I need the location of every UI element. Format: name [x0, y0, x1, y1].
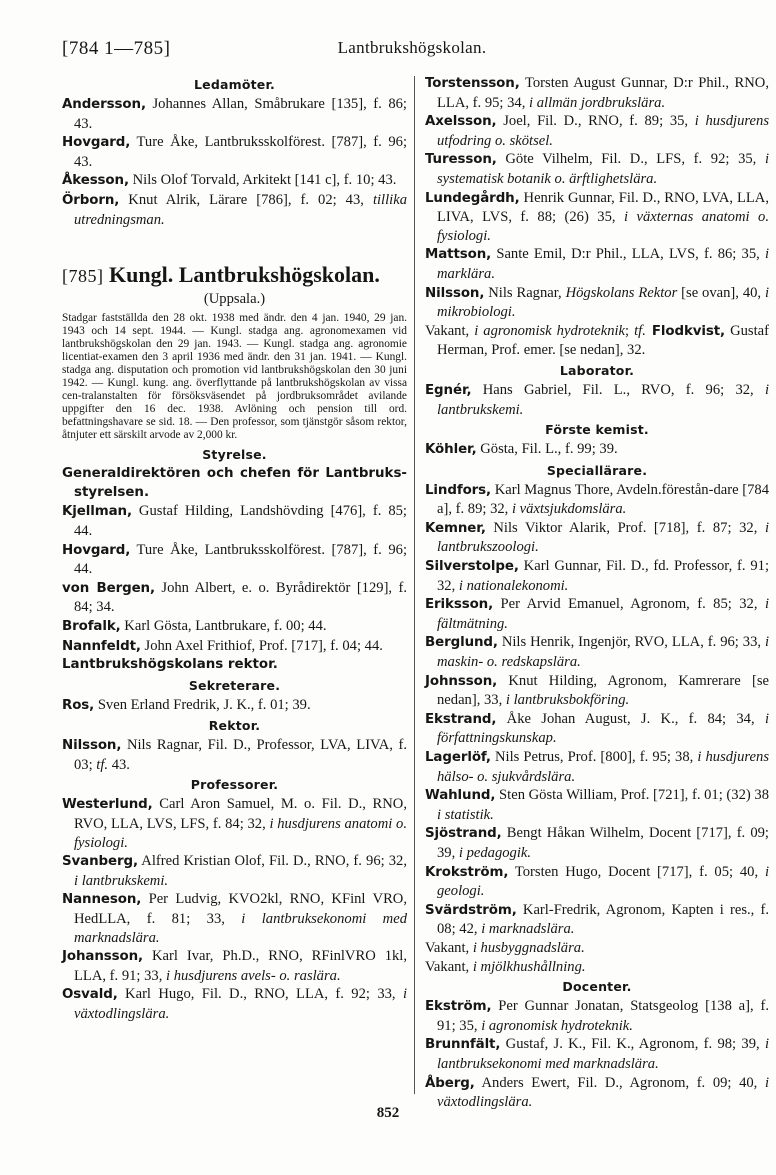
entry-von-bergen: von Bergen, John Albert, e. o. Byrådirektör [129], f. 84; 34. — [62, 579, 408, 616]
entry-kemner: Kemner, Nils Viktor Alarik, Prof. [718], f. 87; 32, i lantbrukszoologi. — [425, 519, 769, 556]
board-chair-title: Generaldirektören och chefen för Lantbruks-styrelsen. — [62, 466, 407, 500]
ledamoter-heading: Ledamöter. — [193, 77, 276, 92]
docenter-heading: Docenter. — [562, 979, 632, 995]
entry-axelsson: Axelsson, Joel, Fil. D., RNO, f. 89; 35, i husdjurens utfodring o. skötsel. — [425, 113, 770, 149]
section-range: [784 1—785] — [62, 38, 171, 59]
rektor-heading: Rektor. — [208, 718, 261, 734]
entry-silverstolpe: Silverstolpe, Karl Gunnar, Fil. D., fd. Professor, f. 91; 32, i nationalekonomi. — [425, 558, 769, 594]
entry-johansson: Johansson, Karl Ivar, Ph.D., RNO, RFinlVRO 1kl, LLA, f. 91; 33, i husdjurens avels- o. raslära. — [62, 948, 407, 984]
entry-ekstrand: Ekstrand, Åke Johan August, J. K., f. 84; 34, i författningskunskap. — [425, 710, 769, 747]
board-rector-title: Lantbrukshögskolans rektor. — [62, 657, 278, 673]
entry-aberg: Åberg, Anders Ewert, Fil. D., Agronom, f. 09; 40, i växtodlingslära. — [425, 1074, 769, 1111]
entry-berglund: Berglund, Nils Henrik, Ingenjör, RVO, LLA, f. 96; 33, i maskin- o. redskapslära. — [425, 634, 769, 671]
entry-brunnfalt: Brunnfält, Gustaf, J. K., Fil. K., Agronom, f. 98; 39, i lantbruksekonomi med marknadslära. — [425, 1036, 769, 1072]
entry-svanberg: Svanberg, Alfred Kristian Olof, Fil. D., RNO, f. 96; 32, i lantbrukskemi. — [62, 853, 407, 889]
entry-lagerlof: Lagerlöf, Nils Petrus, Prof. [800], f. 95; 38, i husdjurens hälso- o. sjukvårdslära. — [425, 749, 769, 785]
entry-vakant-husbyggnad: Vakant, i husbyggnadslära. — [425, 939, 585, 956]
entry-andersson: Andersson, Johannes Allan, Småbrukare [135], f. 86; 43. — [62, 96, 407, 132]
speciallarare-heading: Speciallärare. — [546, 462, 648, 478]
entry-wahlund: Wahlund, Sten Gösta William, Prof. [721], f. 01; (32) 38 i statistik. — [425, 787, 769, 823]
entry-kohler: Köhler, Gösta, Fil. L., f. 99; 39. — [425, 441, 618, 458]
forste-kemist-heading: Förste kemist. — [545, 422, 649, 438]
entry-ekstrom: Ekström, Per Gunnar Jonatan, Statsgeolog [138 a], f. 91; 35, i agronomisk hydroteknik. — [425, 998, 769, 1034]
statutes-note: Stadgar fastställda den 28 okt. 1938 med ändr. den 4 jan. 1940, 29 jan. 1943 och 14 sept. 1944. — Kungl. stadga ang. agronomexamen vid lantbrukshögskolan den 29 jan. 1943. — Kungl. stadga ang. agronomie licentiat-examen den 3 april 1936 med ändr. den 31 jan. 1941. — Kungl. stadga ang. disputation och promotion vid lantbrukshögskolan den 30 juni 1942. — Kungl. kung. ang. överflyttande på lantbrukshögskolan av vissa cen-tralanstalten för försöksväsendet på jordbruksområdet avilande uppgifter den 16 dec. 1938. Avlöning och pension till ord. befattningshavare se sid. 18. — Den professor, som tjänstgör såsom rektor, åtnjuter ett särskilt arvode av 2,000 kr. — [62, 312, 407, 442]
right-column — [425, 74, 769, 1112]
entry-krokstrom: Krokström, Torsten Hugo, Docent [717], f. 05; 40, i geologi. — [425, 863, 769, 900]
entry-nanneson: Nanneson, Per Ludvig, KVO2kl, RNO, KFinl VRO, HedLLA, f. 81; 33, i lantbruksekonomi med marknadslära. — [62, 891, 407, 946]
entry-svardstrom: Svärdström, Karl-Fredrik, Agronom, Kapten i res., f. 08; 42, i marknadslära. — [425, 901, 769, 938]
entry-vakant-mjolk: Vakant, i mjölkhushållning. — [425, 958, 586, 975]
entry-vakant-hydroteknik: Vakant, i agronomisk hydroteknik; tf. Flodkvist, Gustaf Herman, Prof. emer. [se nedan], 32. — [425, 322, 769, 359]
entry-torstensson: Torstensson, Torsten August Gunnar, D:r Phil., RNO, LLA, f. 95; 34, i allmän jordbrukslära. — [425, 75, 769, 111]
section-location: (Uppsala.) — [203, 291, 266, 308]
entry-nilsson-professor: Nilsson, Nils Ragnar, Högskolans Rektor [se ovan], 40, i mikrobiologi. — [425, 284, 770, 321]
running-title: Lantbrukshögskolan. — [337, 38, 487, 57]
professorer-heading: Professorer. — [190, 777, 279, 793]
entry-nannfeldt: Nannfeldt, John Axel Frithiof, Prof. [717], f. 04; 44. — [62, 637, 383, 654]
entry-johnsson: Johnsson, Knut Hilding, Agronom, Kamrerare [se nedan], 33, i lantbruksbokföring. — [425, 672, 769, 709]
entry-lindfors: Lindfors, Karl Magnus Thore, Avdeln.förestån-dare [784 a], f. 89; 32, i växtsjukdomslära. — [425, 481, 769, 518]
page-header — [62, 38, 762, 68]
entry-hovgard-ledamot: Hovgard, Ture Åke, Lantbruksskolförest. [787], f. 96; 43. — [62, 134, 407, 170]
entry-turesson: Turesson, Göte Vilhelm, Fil. D., LFS, f. 92; 35, i systematisk botanik o. ärftlighetslära. — [425, 151, 769, 187]
entry-mattson: Mattson, Sante Emil, D:r Phil., LLA, LVS, f. 86; 35, i marklära. — [425, 246, 769, 282]
entry-eriksson: Eriksson, Per Arvid Emanuel, Agronom, f. 85; 32, i fältmätning. — [425, 596, 769, 632]
entry-brofalk: Brofalk, Karl Gösta, Lantbrukare, f. 00; 44. — [62, 617, 327, 634]
entry-akesson: Åkesson, Nils Olof Torvald, Arkitekt [141 c], f. 10; 43. — [62, 172, 397, 189]
column-divider — [414, 76, 415, 1094]
entry-ros: Ros, Sven Erland Fredrik, J. K., f. 01; 39. — [62, 696, 311, 713]
page-number: 852 — [376, 1105, 400, 1121]
entry-kjellman: Kjellman, Gustaf Hilding, Landshövding [476], f. 85; 44. — [62, 503, 407, 539]
entry-orborn: Örborn, Knut Alrik, Lärare [786], f. 02; 43, tillika utredningsman. — [62, 191, 407, 228]
section-title: [785] Kungl. Lantbrukshögskolan. — [62, 262, 380, 288]
sekreterare-heading: Sekreterare. — [188, 677, 281, 693]
entry-sjostrand: Sjöstrand, Bengt Håkan Wilhelm, Docent [717], f. 09; 39, i pedagogik. — [425, 825, 769, 861]
entry-hovgard-styrelse: Hovgard, Ture Åke, Lantbruksskolförest. [787], f. 96; 44. — [62, 541, 407, 578]
entry-egner: Egnér, Hans Gabriel, Fil. L., RVO, f. 96; 32, i lantbrukskemi. — [425, 381, 769, 418]
laborator-heading: Laborator. — [559, 362, 635, 378]
entry-osvald: Osvald, Karl Hugo, Fil. D., RNO, LLA, f. 92; 33, i växtodlingslära. — [62, 986, 407, 1022]
entry-lundegardh: Lundegårdh, Henrik Gunnar, Fil. D., RNO, LVA, LLA, LIVA, LVS, f. 88; (26) 35, i växternas anatomi o. fysiologi. — [425, 189, 769, 244]
styrelse-heading: Styrelse. — [202, 447, 267, 463]
entry-westerlund: Westerlund, Carl Aron Samuel, M. o. Fil. D., RNO, RVO, LLA, LVS, LFS, f. 84; 32, i husdjurens anatomi o. fysiologi. — [62, 796, 407, 851]
entry-nilsson-rektor: Nilsson, Nils Ragnar, Fil. D., Professor, LVA, LIVA, f. 03; tf. 43. — [62, 737, 407, 773]
left-column — [62, 74, 407, 1024]
